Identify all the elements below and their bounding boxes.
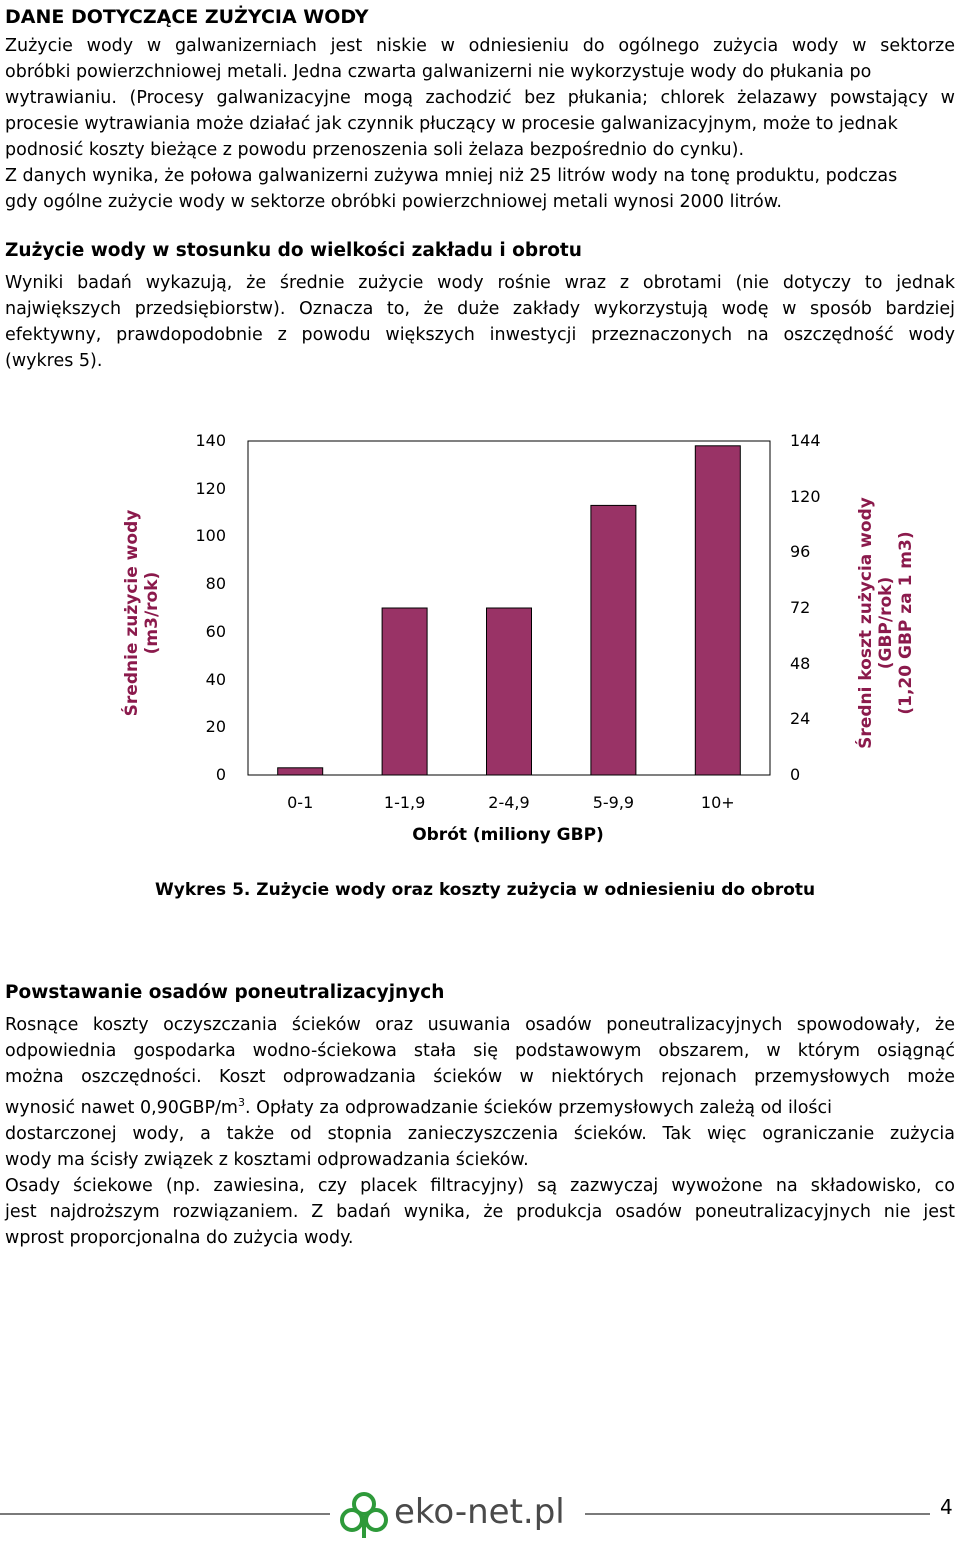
paragraph-line: można oszczędności. Koszt odprowadzania ścieków w niektórych rejonach przemysłowych może [5, 1067, 955, 1087]
paragraph-line: efektywny, prawdopodobnie z powodu większych inwestycji przeznaczonych na oszczędność wody [5, 325, 955, 345]
right-tick-label: 48 [790, 653, 811, 673]
paragraph-line: obróbki powierzchniowej metali. Jedna czwarta galwanizerni nie wykorzystuje wody do płukania po [5, 62, 872, 82]
right-tick-label: 0 [790, 765, 801, 784]
footer-rule-right [585, 1513, 930, 1515]
right-tick-label: 144 [790, 431, 821, 450]
bar-0-1 [278, 768, 323, 775]
paragraph-line: Wyniki badań wykazują, że średnie zużycie wody rośnie wraz z obrotami (nie dotyczy to jednak [5, 273, 955, 293]
right-tick-label: 96 [790, 542, 811, 562]
line-start: wynosić nawet 0,90GBP/m [5, 1097, 238, 1118]
right-axis-title-line: (1,20 GBP za 1 m3) [896, 531, 916, 715]
x-tick-label: 2-4,9 [488, 793, 530, 812]
sludge-paragraph [5, 1012, 955, 1251]
left-tick-label: 80 [205, 574, 226, 594]
paragraph-line: Z danych wynika, że połowa galwanizerni zużywa mniej niż 25 litrów wody na tonę produktu, podczas [5, 166, 898, 186]
logo-text: eko-net.pl [394, 1492, 565, 1532]
left-tick-label: 20 [205, 717, 226, 737]
eko-net-logo [338, 1490, 578, 1540]
left-tick-label: 100 [195, 526, 226, 546]
x-tick-label: 1-1,9 [383, 793, 426, 812]
x-axis-title: Obrót (miliony GBP) [412, 825, 604, 845]
paragraph-line: Osady ściekowe (np. zawiesina, czy placek filtracyjny) są zazwyczaj wywożone na składowisko, co [5, 1175, 955, 1196]
superscript: 3 [237, 1096, 245, 1109]
paragraph-line: wprost proporcjonalna do zużycia wody. [5, 1227, 354, 1248]
left-axis-title [122, 493, 162, 733]
page-number: 4 [940, 1495, 953, 1519]
left-tick-label: 0 [215, 765, 226, 784]
x-tick-label: 0-1 [287, 793, 314, 812]
line-end: . Opłaty za odprowadzanie ścieków przemysłowych zależą od ilości [244, 1097, 833, 1118]
paragraph-line: największych przedsiębiorstw). Oznacza to, że duże zakłady wykorzystują wodę w sposób bardziej [5, 299, 955, 319]
left-axis-title-line: (m3/rok) [142, 571, 162, 655]
paragraph-line: wody ma ścisły związek z kosztami odprowadzania ścieków. [5, 1149, 529, 1170]
right-tick-label: 72 [790, 598, 811, 617]
right-axis-title [856, 483, 916, 763]
paragraph-line: procesie wytrawiania może działać jak czynnik płuczący w procesie galwanizacyjnym, może to jednak [5, 114, 898, 134]
section-heading: DANE DOTYCZĄCE ZUŻYCIA WODY [5, 6, 369, 28]
subsection-heading: Powstawanie osadów poneutralizacyjnych [5, 982, 445, 1003]
left-tick-label: 60 [205, 621, 226, 641]
subsection-heading: Zużycie wody w stosunku do wielkości zakładu i obrotu [5, 240, 582, 261]
paragraph-line: podnosić koszty bieżące z powodu przenoszenia soli żelaza bezpośrednio do cynku). [5, 140, 745, 160]
right-axis-title-line: Średni koszt zużycia wody [856, 497, 876, 749]
left-tick-label: 140 [195, 431, 226, 450]
paragraph-line: odpowiednia gospodarka wodno-ściekowa stała się podstawowym obszarem, w którym osiągnąć [5, 1041, 955, 1061]
paragraph-line [5, 1090, 955, 1121]
bar-5-9,9 [591, 505, 636, 775]
right-tick-label: 24 [790, 709, 811, 729]
right-axis-title-line: (GBP/rok) [876, 576, 896, 670]
right-tick-label: 120 [790, 486, 821, 506]
leaf-icon [338, 1490, 390, 1540]
bar-2-4,9 [487, 608, 532, 775]
chart-caption: Wykres 5. Zużycie wody oraz koszty zużycia w odniesieniu do obrotu [155, 880, 816, 900]
paragraph-line: dostarczonej wody, a także od stopnia zanieczyszczenia ścieków. Tak więc ograniczanie zużycia [5, 1123, 955, 1144]
left-axis-title-line: Średnie zużycie wody [122, 509, 142, 717]
paragraph-line: Zużycie wody w galwanizerniach jest niskie w odniesieniu do ogólnego zużycia wody w sektorze [5, 36, 955, 56]
bars-group [278, 446, 741, 775]
footer-rule-left [0, 1513, 330, 1515]
paragraph-line: (wykres 5). [5, 351, 103, 371]
x-tick-label: 10+ [700, 793, 735, 812]
bar-10+ [695, 446, 740, 775]
left-tick-label: 120 [195, 478, 226, 498]
paragraph-line: wytrawianiu. (Procesy galwanizacyjne mogą zachodzić bez płukania; chlorek żelazawy powstający w [5, 88, 955, 108]
paragraph-line: Rosnące koszty oczyszczania ścieków oraz usuwania osadów poneutralizacyjnych spowodowały, że [5, 1015, 955, 1035]
x-tick-label: 5-9,9 [592, 793, 635, 812]
left-tick-label: 40 [205, 669, 226, 689]
paragraph-line: gdy ogólne zużycie wody w sektorze obróbki powierzchniowej metali wynosi 2000 litrów. [5, 192, 782, 212]
bar-1-1,9 [382, 608, 427, 775]
paragraph-line: jest najdroższym rozwiązaniem. Z badań wynika, że produkcja osadów poneutralizacyjnych nie jest [5, 1201, 955, 1222]
